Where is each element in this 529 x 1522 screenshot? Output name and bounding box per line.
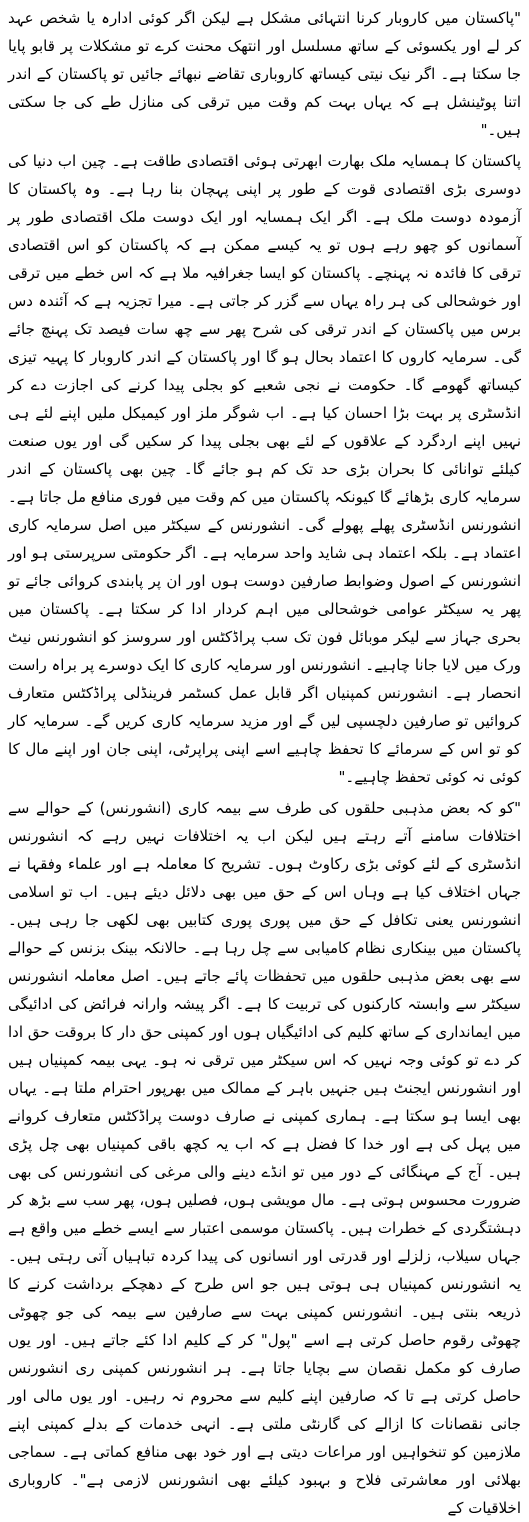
article-paragraph-2: پاکستان کا ہمسایہ ملک بھارت ابھرتی ہوئی اقتصادی طاقت ہے۔ چین اب دنیا کی دوسری بڑی اقتصادی قوت کے طور پر اپنی پہچان بنا رہا ہے۔ وہ پاکستان کا آزمودہ دوست ملک ہے۔ اگر ایک ہمسایہ اور ایک دوست ملک اقتصادی طور پر آسمانوں کو چھو رہے ہوں تو یہ کیسے ممکن ہے کہ پاکستان کو اس اقتصادی ترقی کا فائدہ نہ پہنچے۔ پاکستان کو ایسا جغرافیہ ملا ہے کہ اس خطے میں ترقی اور خوشحالی کی ہر راہ یہاں سے گزر کر جاتی ہے۔ میرا تجزیہ ہے کہ آئندہ دس برس میں پاکستان کے اندر ترقی کی شرح پھر سے چھ سات فیصد تک پہنچ جائے گی۔ سرمایہ کاروں کا اعتماد بحال ہو گا اور پاکستان کے اندر کاروبار کا پہیہ تیزی کیساتھ گھومے گا۔ حکومت نے نجی شعبے کو بجلی پیدا کرنے کی اجازت دے کر انڈسٹری پر بہت بڑا احسان کیا ہے۔ اب شوگر ملز اور کیمیکل ملیں اپنے لئے ہی نہیں اپنے اردگرد کے علاقوں کے لئے بھی بجلی پیدا کر سکیں گی اور یوں صنعت کیلئے توانائی کا بحران بڑی حد تک کم ہو جائے گا۔ چین بھی پاکستان کے اندر سرمایہ کاری بڑھائے گا کیونکہ پاکستان میں کم وقت میں فوری منافع مل جاتا ہے۔ انشورنس انڈسٹری پھلے پھولے گی۔ انشورنس کے سیکٹر میں اصل سرمایہ کاری اعتماد ہے۔ بلکہ اعتماد ہی شاید واحد سرمایہ ہے۔ اگر حکومتی سرپرستی ہو اور انشورنس کے اصول وضوابط صارفین دوست ہوں اور ان پر پابندی کروائی جائے تو پھر یہ سیکٹر عوامی خوشحالی میں اہم کردار ادا کر سکتا ہے۔ پاکستان میں بحری جہاز سے لیکر موبائل فون تک سب پراڈکٹس اور سروسز کو انشورنس نیٹ ورک میں لایا جانا چاہیے۔ انشورنس اور سرمایہ کاری کا ایک دوسرے پر براہ راست انحصار ہے۔ انشورنس کمپنیاں اگر قابل عمل کسٹمر فرینڈلی پراڈکٹس متعارف کروائیں تو صارفین دلچسپی لیں گے اور مزید سرمایہ کاری کریں گے۔ سرمایہ کار کو تو اس کے سرمائے کا تحفظ چاہیے اسے اپنی پراپرٹی، اپنی جان اور اپنے مال کا کوئی نہ کوئی تحفظ چاہیے۔" bbox=[8, 152, 521, 786]
article-paragraph-3: "کو کہ بعض مذہبی حلقوں کی طرف سے بیمہ کاری (انشورنس) کے حوالے سے اختلافات سامنے آتے رہتے ہیں لیکن اب یہ اختلافات نہیں رہے کہ انشورنس انڈسٹری کے لئے کوئی بڑی رکاوٹ ہوں۔ تشریح کا معاملہ ہے اور علماء وفقہا نے جہاں اختلاف کیا ہے وہاں اس کے حق میں بھی دلائل دیئے ہیں۔ اب تو اسلامی انشورنس یعنی تکافل کے حق میں پوری پوری کتابیں بھی لکھی جا رہی ہیں۔ پاکستان میں بینکاری نظام کامیابی سے چل رہا ہے۔ حالانکہ بینک بزنس کے حوالے سے بھی بعض مذہبی حلقوں میں تحفظات پائے جاتے ہیں۔ اصل معاملہ انشورنس سیکٹر سے وابستہ کارکنوں کی تربیت کا ہے۔ اگر پیشہ وارانہ فرائض کی ادائیگی میں ایمانداری کے ساتھ کلیم کی ادائیگیاں ہوں اور کمپنی حق دار کا بروقت حق ادا کر دے تو کوئی وجہ نہیں کہ اس سیکٹر میں ترقی نہ ہو۔ یہی بیمہ کمپنیاں ہیں اور انشورنس ایجنٹ ہیں جنہیں باہر کے ممالک میں بھرپور احترام ملتا ہے۔ یہاں بھی ایسا ہو سکتا ہے۔ ہماری کمپنی نے صارف دوست پراڈکٹس متعارف کروانے میں پہل کی ہے اور خدا کا فضل ہے کہ اب یہ کچھ باقی کمپنیاں بھی چل پڑی ہیں۔ آج کے مہنگائی کے دور میں تو انڈے دینے والی مرغی کی انشورنس کی بھی ضرورت محسوس ہوتی ہے۔ مال مویشی ہوں، فصلیں ہوں، پھر سب سے بڑھ کر دہشتگردی کے خطرات ہیں۔ پاکستان موسمی اعتبار سے ایسے خطے میں واقع ہے جہاں سیلاب، زلزلے اور قدرتی اور انسانوں کی پیدا کردہ تباہیاں آتی رہتی ہیں۔ یہ انشورنس کمپنیاں ہی ہوتی ہیں جو اس طرح کے دھچکے برداشت کرنے کا ذریعہ بنتی ہیں۔ انشورنس کمپنی بہت سے صارفین سے بیمہ کی جو چھوٹی چھوٹی رقوم حاصل کرتی ہے اسے "پول" کر کے کلیم ادا کئے جاتے ہیں۔ اور یوں صارف کو مکمل نقصان سے بچایا جاتا ہے۔ ہر انشورنس کمپنی ری انشورنس حاصل کرتی ہے تا کہ صارفین اپنے کلیم سے محروم نہ رہیں۔ اور یوں مالی اور جانی نقصانات کا ازالے کی گارنٹی ملتی ہے۔ انہی خدمات کے بدلے کمپنی اپنے ملازمین کو تنخواہیں اور مراعات دیتی ہے اور خود بھی منافع کماتی ہے۔ سماجی بھلائی اور معاشرتی فلاح و بہبود کیلئے بھی انشورنس لازمی ہے"۔ کاروباری اخلاقیات کے bbox=[8, 799, 521, 1517]
article-paragraph-1: "پاکستان میں کاروبار کرنا انتہائی مشکل ہے لیکن اگر کوئی ادارہ یا شخص عہد کر لے اور یکسوئی کے ساتھ مسلسل اور انتھک محنت کرے تو مشکلات پر قابو پایا جا سکتا ہے۔ اگر نیک نیتی کیساتھ کاروباری تقاضے نبھائے جائیں تو پاکستان کے اندر اتنا پوٹینشل ہے کہ یہاں بہت کم وقت میں ترقی کی منازل طے کی جا سکتی ہیں۔" bbox=[8, 9, 521, 139]
